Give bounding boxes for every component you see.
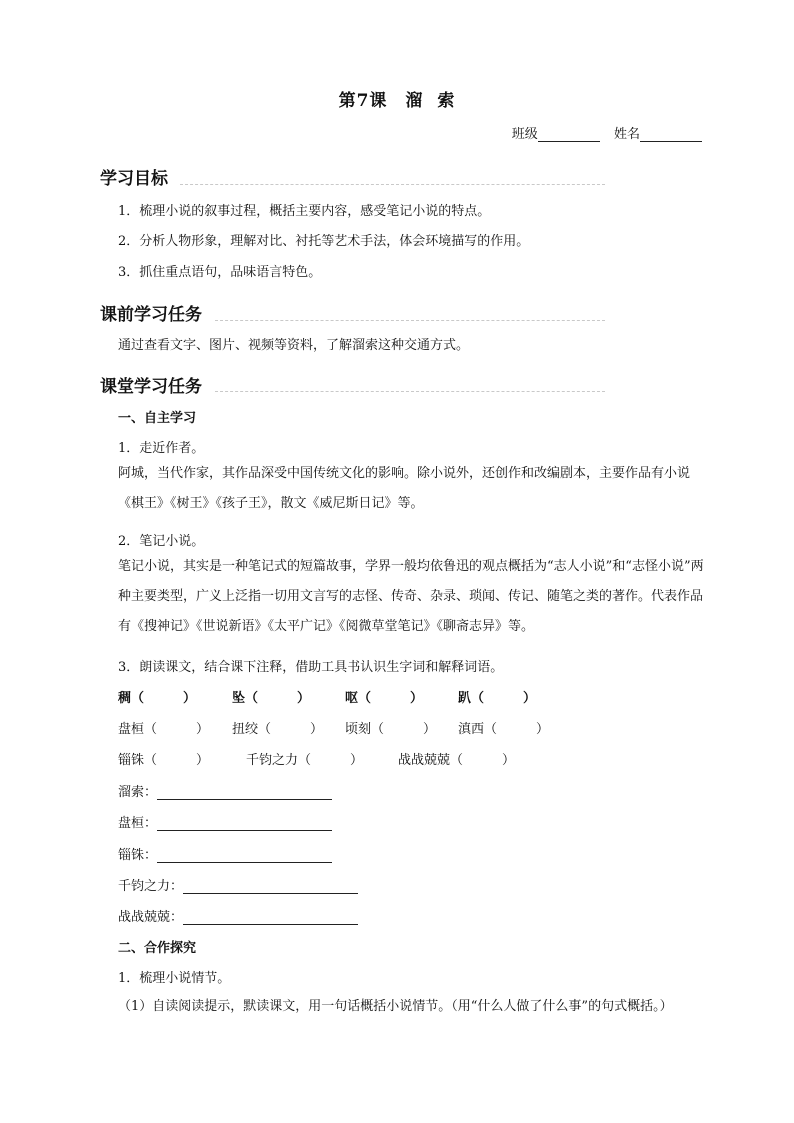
biji-paragraph — [118, 552, 704, 642]
plot-question — [118, 992, 704, 1022]
objective-item: 2．分析人物形象，理解对比、衬托等艺术手法，体会环境描写的作用。 — [118, 234, 530, 249]
class-blank[interactable] — [538, 127, 600, 142]
title-char-2: 索 — [437, 91, 456, 111]
name-blank[interactable] — [640, 127, 702, 142]
answer-line[interactable] — [183, 910, 358, 925]
vocab-word[interactable]: 战战兢兢（ ） — [398, 753, 516, 768]
task-item: 3．朗读课文，结合课下注释，借助工具书认识生字词和解释词语。 — [118, 660, 504, 675]
section-heading-text: 课堂学习任务 — [100, 377, 202, 397]
page-title — [0, 86, 794, 111]
biji-paragraph-text: 笔记小说，其实是一种笔记式的短篇故事，学界一般均依鲁迅的观点概括为“志人小说”和“志怪小说”两种主要类型，广义上泛指一切用文言写的志怪、传奇、杂录、琐闻、传记、随笔之类的著作。代表作品有《搜神记》《世说新语》《太平广记》《阅微草堂笔记》《聊斋志异》等。 — [118, 559, 704, 634]
class-label: 班级 — [511, 127, 538, 142]
objective-item: 1．梳理小说的叙事过程，概括主要内容，感受笔记小说的特点。 — [118, 204, 491, 219]
vocab-word[interactable]: 趴（ ） — [458, 691, 537, 706]
lesson-number: 第7课 — [338, 91, 388, 111]
subsection-self-study: 一、自主学习 — [118, 411, 197, 426]
vocab-word[interactable]: 千钧之力（ ） — [246, 753, 364, 768]
title-char-1: 溜 — [405, 91, 424, 111]
explain-label: 盘桓： — [118, 816, 158, 831]
vocab-word[interactable]: 锱铢（ ） — [118, 753, 210, 768]
explain-label: 锱铢： — [118, 848, 158, 863]
subsection-cooperation: 二、合作探究 — [118, 941, 197, 956]
answer-line[interactable] — [157, 785, 332, 800]
answer-line[interactable] — [157, 816, 332, 831]
vocab-word[interactable]: 扭绞（ ） — [232, 722, 324, 737]
section-divider — [180, 184, 605, 185]
class-name-info — [512, 123, 702, 142]
section-heading-in-class — [100, 372, 202, 397]
vocab-word[interactable]: 滇西（ ） — [458, 722, 550, 737]
section-heading-text: 课前学习任务 — [100, 305, 202, 325]
section-divider — [215, 320, 605, 321]
section-heading-objectives — [100, 164, 168, 189]
answer-line[interactable] — [157, 848, 332, 863]
vocab-word[interactable]: 稠（ ） — [118, 691, 197, 706]
section-heading-text: 学习目标 — [100, 169, 168, 189]
explain-item-zhanzhan — [118, 906, 358, 925]
explain-label: 千钧之力： — [118, 879, 184, 894]
explain-label: 溜索： — [118, 785, 158, 800]
explain-label: 战战兢兢： — [118, 910, 184, 925]
pre-class-task: 通过查看文字、图片、视频等资料，了解溜索这种交通方式。 — [118, 338, 470, 353]
vocab-word[interactable]: 盘桓（ ） — [118, 722, 210, 737]
plot-question-text: （1）自读阅读提示，默读课文，用一句话概括小说情节。（用“什么人做了什么事”的句式概括。） — [118, 999, 673, 1014]
author-paragraph-text: 阿城，当代作家，其作品深受中国传统文化的影响。除小说外，还创作和改编剧本，主要作品有小说《棋王》《树王》《孩子王》，散文《威尼斯日记》等。 — [118, 466, 691, 511]
task-item: 2．笔记小说。 — [118, 534, 205, 549]
explain-item-zizhu — [118, 844, 332, 863]
name-label: 姓名 — [613, 127, 640, 142]
explain-item-liusuo — [118, 781, 332, 800]
explain-item-qianjun — [118, 875, 358, 894]
author-paragraph — [118, 459, 704, 519]
objective-item: 3．抓住重点语句，品味语言特色。 — [118, 265, 322, 280]
task-item: 1．走近作者。 — [118, 441, 205, 456]
vocab-word[interactable]: 呕（ ） — [345, 691, 424, 706]
task-item: 1．梳理小说情节。 — [118, 971, 231, 986]
vocab-word[interactable]: 顷刻（ ） — [345, 722, 437, 737]
section-heading-pre-class — [100, 300, 202, 325]
explain-item-panhuan — [118, 812, 332, 831]
answer-line[interactable] — [183, 879, 358, 894]
vocab-word[interactable]: 坠（ ） — [232, 691, 311, 706]
section-divider — [215, 391, 605, 392]
